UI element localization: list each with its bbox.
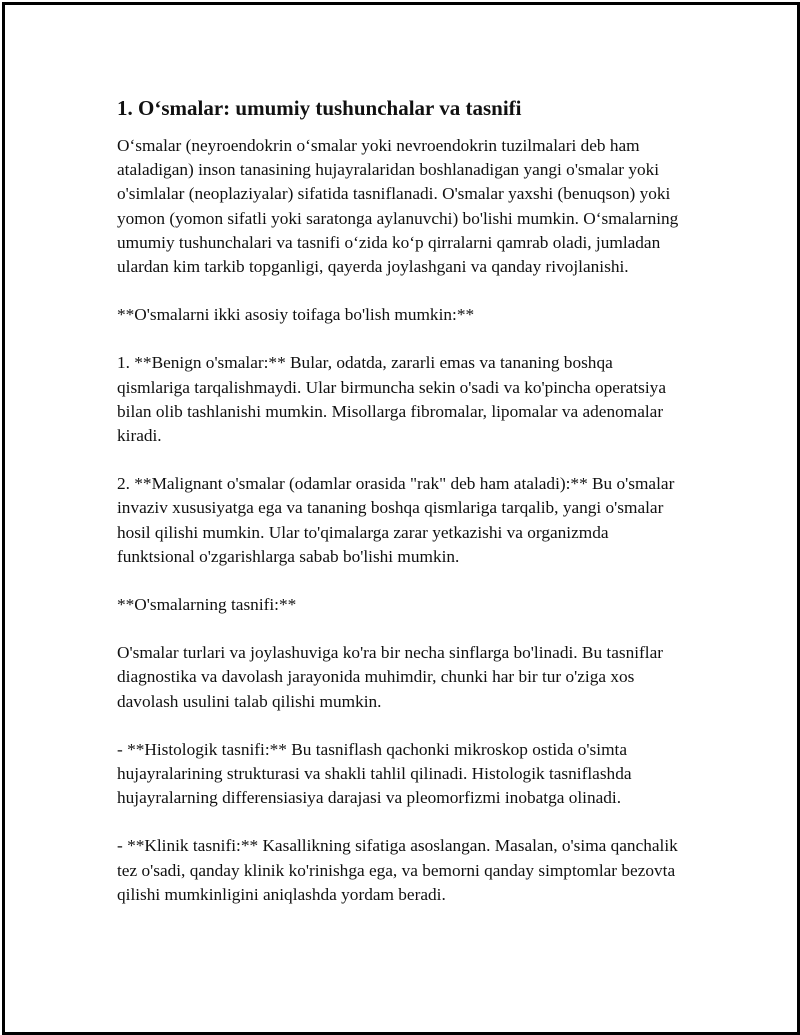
paragraph-classification-heading: **O'smalarning tasnifi:** — [117, 595, 297, 615]
paragraph-clinical: - **Klinik tasnifi:** Kasallikning sifatiga asoslangan. Masalan, o'sima qanchalik tez o'sadi, qanday klinik ko'rinishga ega, va bemorni qanday simptomlar bezovta qilishi mumkinligini aniqlashda yordam beradi. — [117, 836, 678, 904]
document-body — [117, 94, 687, 931]
paragraph-histologic: - **Histologik tasnifi:** Bu tasniflash qachonki mikroskop ostida o'simta hujayralarining strukturasi va shakli tahlil qilinadi. Histologik tasniflashda hujayralarning differensiasiya darajasi va pleomorfizmi inobatga olinadi. — [117, 739, 632, 808]
paragraph-intro: O‘smalar (neyroendokrin o‘smalar yoki nevroendokrin tuzilmalari deb ham ataladigan) inson tanasining hujayralaridan boshlanadigan yangi o'smalar yoki o'simlalar (neoplaziyalar) sifatida tasniflanadi. O'smalar yaxshi (benuqson) yoki yomon (yomon sifatli yoki saratonga aylanuvchi) bo'lishi mumkin. O‘smalarning umumiy tushunchalari va tasnifi o‘zida ko‘p qirralarni qamrab oladi, jumladan ulardan kim tarkib topganligi, qayerda joylashgani va qanday rivojlanishi. — [117, 136, 679, 277]
document-title: 1. O‘smalar: umumiy tushunchalar va tasnifi — [117, 96, 522, 120]
paragraph-categories-heading: **O'smalarni ikki asosiy toifaga bo'lish mumkin:** — [117, 305, 475, 325]
paragraph-malignant: 2. **Malignant o'smalar (odamlar orasida "rak" deb ham ataladi):** Bu o'smalar invaziv xususiyatga ega va tananing boshqa qismlariga tarqalib, yangi o'smalar hosil qilishi mumkin. Ular to'qimalarga zarar yetkazishi va organizmda funktsional o'zgarishlarga sabab bo'lishi mumkin. — [117, 474, 675, 566]
paragraph-benign: 1. **Benign o'smalar:** Bular, odatda, zararli emas va tananing boshqa qismlariga tarqalishmaydi. Ular birmuncha sekin o'sadi va ko'pincha operatsiya bilan olib tashlanishi mumkin. Misollarga fibromalar, lipomalar va adenomalar kiradi. — [117, 353, 666, 446]
paragraph-classification-intro: O'smalar turlari va joylashuviga ko'ra bir necha sinflarga bo'linadi. Bu tasniflar diagnostika va davolash jarayonida muhimdir, chunki har bir tur o'ziga xos davolash usulini talab qilishi mumkin. — [117, 643, 664, 711]
